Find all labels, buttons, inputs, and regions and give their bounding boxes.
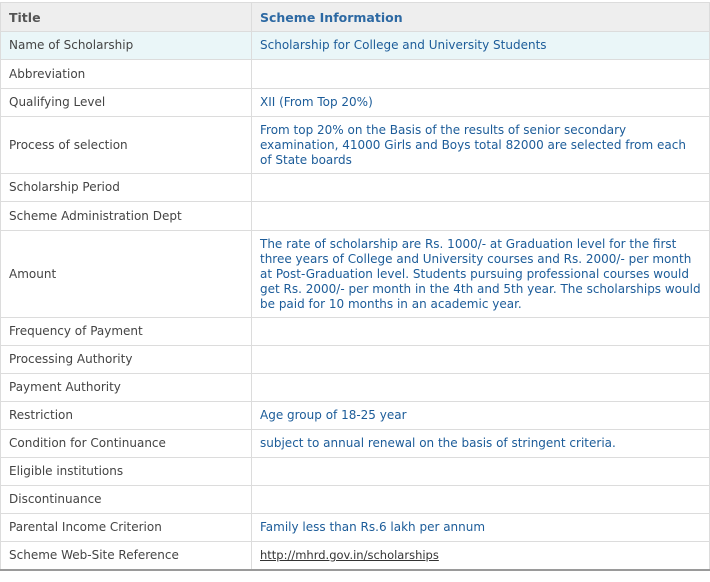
row-label: Payment Authority [1,374,252,402]
row-label: Eligible institutions [1,458,252,486]
table-row-frequency-of-payment [1,318,710,346]
row-value [252,486,710,514]
row-value [252,346,710,374]
row-value [252,374,710,402]
table-row-payment-authority [1,374,710,402]
row-label: Restriction [1,402,252,430]
table-row-scholarship-period [1,174,710,202]
row-value: Scholarship for College and University Students [252,32,710,60]
table-row-amount [1,231,710,318]
table-header-row [1,3,710,32]
row-label: Amount [1,231,252,318]
scheme-information-table [0,2,710,571]
table-row-parental-income-criterion [1,514,710,542]
row-value: subject to annual renewal on the basis of stringent criteria. [252,430,710,458]
table-row-qualifying-level [1,89,710,117]
table-row-scheme-web-site-reference [1,542,710,570]
row-label: Qualifying Level [1,89,252,117]
row-value [252,202,710,231]
row-value [252,174,710,202]
row-label: Parental Income Criterion [1,514,252,542]
row-label: Abbreviation [1,60,252,89]
table-row-scheme-administration-dept [1,202,710,231]
row-value [252,458,710,486]
row-value: XII (From Top 20%) [252,89,710,117]
table-row-process-of-selection [1,117,710,174]
row-label: Condition for Continuance [1,430,252,458]
row-value: From top 20% on the Basis of the results of senior secondary examination, 41000 Girls and Boys total 82000 are selected from each of State boards [252,117,710,174]
row-label: Discontinuance [1,486,252,514]
table-row-name-of-scholarship [1,32,710,60]
row-label: Frequency of Payment [1,318,252,346]
row-value: Family less than Rs.6 lakh per annum [252,514,710,542]
row-value: The rate of scholarship are Rs. 1000/- at Graduation level for the first three years of College and University courses and Rs. 2000/- per month at Post-Graduation level. Students pursuing professional courses would get Rs. 2000/- per month in the 4th and 5th year. The scholarships would be paid for 10 months in an academic year. [252,231,710,318]
row-label: Process of selection [1,117,252,174]
row-label: Scholarship Period [1,174,252,202]
row-label: Scheme Administration Dept [1,202,252,231]
scheme-information-column-header: Scheme Information [252,3,710,32]
row-value [252,60,710,89]
table-row-eligible-institutions [1,458,710,486]
table-row-discontinuance [1,486,710,514]
title-column-header: Title [1,3,252,32]
table-row-condition-for-continuance [1,430,710,458]
row-label: Scheme Web-Site Reference [1,542,252,570]
table-row-processing-authority [1,346,710,374]
scheme-website-link[interactable]: http://mhrd.gov.in/scholarships [260,547,439,562]
table-row-restriction [1,402,710,430]
row-value [252,318,710,346]
row-value: Age group of 18-25 year [252,402,710,430]
table-row-abbreviation [1,60,710,89]
row-label: Name of Scholarship [1,32,252,60]
row-label: Processing Authority [1,346,252,374]
row-value [252,542,710,570]
